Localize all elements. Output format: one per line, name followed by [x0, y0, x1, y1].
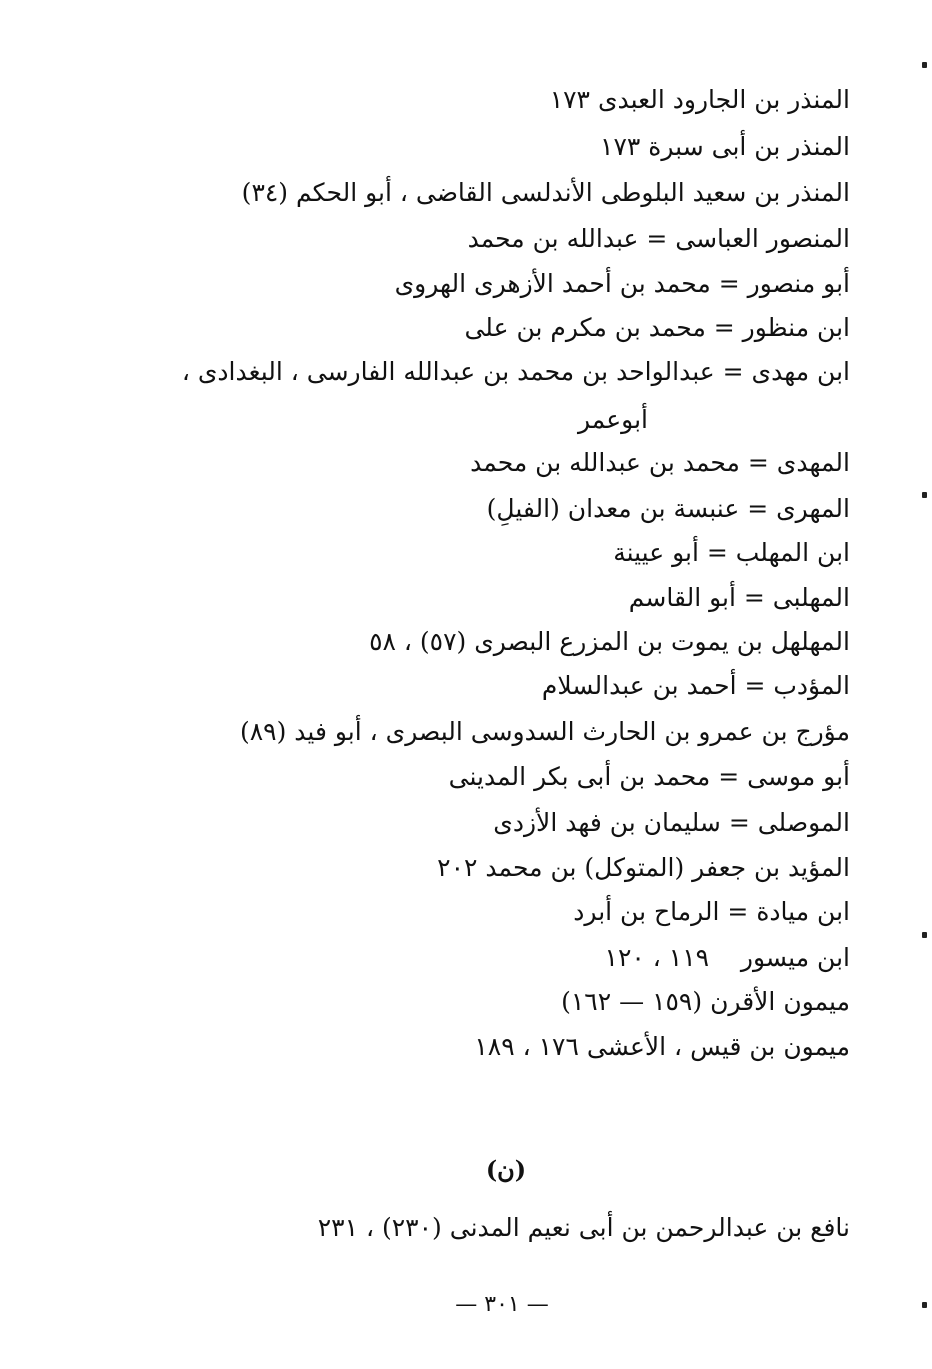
index-entry: ابن المهلب = أبو عيينة — [613, 538, 850, 567]
index-entry: المهرى = عنبسة بن معدان (الفيلِ) — [486, 494, 850, 523]
index-entry: المهدى = محمد بن عبدالله بن محمد — [470, 448, 850, 477]
margin-mark — [922, 62, 927, 68]
index-entry: المنصور العباسى = عبدالله بن محمد — [467, 224, 850, 253]
index-entry: المنذر بن الجارود العبدى ١٧٣ — [549, 85, 850, 114]
index-entry: ابن مهدى = عبدالواحد بن محمد بن عبدالله الفارسى ، البغدادى ، — [181, 357, 850, 386]
section-letter: (ن) — [485, 1155, 527, 1184]
index-entry: نافع بن عبدالرحمن بن أبى نعيم المدنى (٢٣٠) ، ٢٣١ — [317, 1213, 850, 1242]
index-entry: المؤدب = أحمد بن عبدالسلام — [541, 671, 850, 700]
index-entry: ابن ميسور ١١٩ ، ١٢٠ — [604, 943, 850, 972]
index-entry: ابن منظور = محمد بن مكرم بن على — [464, 313, 850, 342]
index-entry: المهلهل بن يموت بن المزرع البصرى (٥٧) ، ٥٨ — [369, 627, 850, 656]
index-entry: ابن ميادة = الرماح بن أبرد — [573, 897, 850, 926]
index-entry: ميمون بن قيس ، الأعشى ١٧٦ ، ١٨٩ — [474, 1032, 850, 1061]
index-entry: المنذر بن أبى سبرة ١٧٣ — [600, 132, 850, 161]
index-entry: ميمون الأقرن (١٥٩ — ١٦٢) — [561, 987, 850, 1016]
index-entry: المهلبى = أبو القاسم — [628, 583, 850, 612]
margin-mark — [922, 932, 927, 938]
index-entry: مؤرج بن عمرو بن الحارث السدوسى البصرى ، أبو فيد (٨٩) — [239, 717, 850, 746]
index-entry-continuation: أبوعمر — [578, 405, 648, 434]
index-entry: المؤيد بن جعفر (المتوكل) بن محمد ٢٠٢ — [437, 853, 850, 882]
index-entry: أبو موسى = محمد بن أبى بكر المدينى — [448, 762, 850, 791]
index-entry: أبو منصور = محمد بن أحمد الأزهرى الهروى — [394, 269, 850, 298]
margin-mark — [922, 492, 927, 498]
index-entry: المنذر بن سعيد البلوطى الأندلسى القاضى ، أبو الحكم (٣٤) — [241, 178, 850, 207]
page-number: — ٣٠١ — — [455, 1292, 549, 1317]
index-entry: الموصلى = سليمان بن فهد الأزدى — [493, 808, 850, 837]
